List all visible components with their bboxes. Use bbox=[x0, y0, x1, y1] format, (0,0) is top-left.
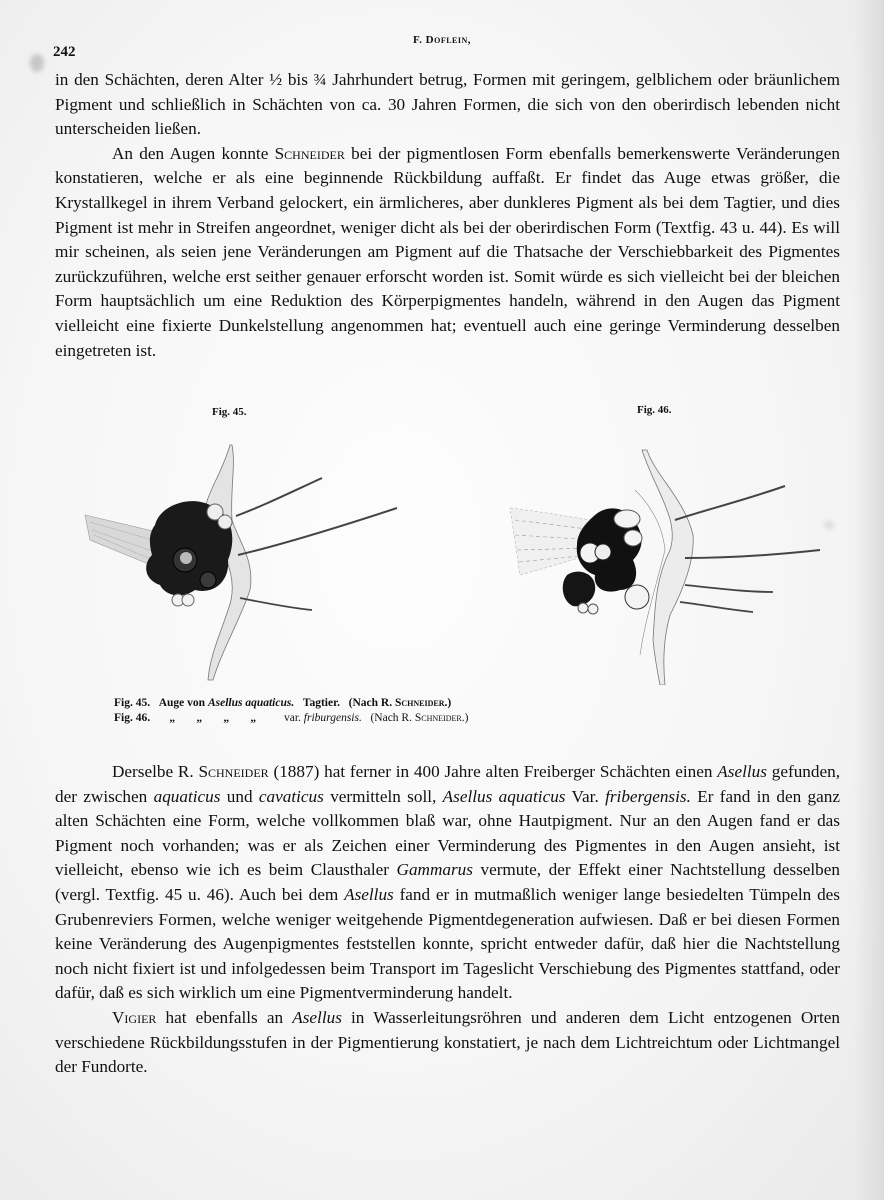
caption-author: Schneider bbox=[394, 697, 445, 709]
paragraph-p2 bbox=[55, 142, 840, 363]
paper-stain bbox=[30, 54, 44, 72]
caption-fig-ref: Fig. 46. bbox=[114, 712, 151, 724]
crystal-cone bbox=[614, 510, 640, 528]
figure-45-label: Fig. 45. bbox=[212, 406, 247, 418]
crystal-cone bbox=[578, 603, 588, 613]
text-run: fand er in mutmaßlich weniger lange besiedelten Tümpeln des Grubenreviers Formen, welche weniger weitgehende Pigmentdegeneration aufwiesen. Daß er bei diesen Formen keine Veränderung des Augenpigmentes feststellen konnte, spricht entweder dafür, daß hier die Nachtstellung noch nicht fixiert ist und infolgedessen beim Transport im Tageslicht Verschiebung des Pigmentes stattfand, oder dafür, daß es sich wirklich um eine Pigmentverminderung handelt. bbox=[55, 884, 840, 1003]
text-run: vermute, der Effekt einer Nachtstellung desselben (vergl. Textfig. 45 u. 46). Auch bei dem bbox=[55, 860, 840, 904]
italic-term: Asellus bbox=[344, 884, 394, 904]
author-name: Vigier bbox=[112, 1007, 157, 1027]
crystal-cone bbox=[588, 604, 598, 614]
seta bbox=[685, 550, 820, 558]
caption-line-46 bbox=[114, 711, 468, 726]
seta bbox=[685, 585, 773, 592]
body-text-bottom bbox=[55, 760, 840, 1080]
crystal-cone bbox=[595, 544, 611, 560]
pigment-mass bbox=[563, 572, 595, 607]
seta bbox=[240, 598, 312, 610]
seta bbox=[236, 478, 322, 516]
crystal-cone bbox=[625, 585, 649, 609]
text-run: in Wasserleitungsröhren und anderen dem Licht entzogenen Orten verschiedene Rückbildungsstufen in der Pigmentierung konstatiert, je nach dem Lichtreichtum oder Lichtmangel der Fundorte. bbox=[55, 1007, 840, 1077]
ditto-mark: „ bbox=[169, 712, 176, 724]
figure-46-label: Fig. 46. bbox=[637, 404, 672, 416]
caption-line-45 bbox=[114, 696, 468, 711]
ditto-mark: „ bbox=[223, 712, 230, 724]
italic-term: Gammarus bbox=[396, 860, 473, 880]
text-run: Er fand in den ganz alten Schächten eine Form, welche vollkommen blaß war, ohne Hautpigment. Nur an den Augen fand er das Pigment noch vorhanden; was er als Zeichen einer Verminderung des Pigmentes in den Augen ansieht, ist vielleicht, ebenso wie ich es beim Clausthaler bbox=[55, 786, 840, 880]
caption-fig-ref: Fig. 45. bbox=[114, 697, 151, 709]
crystal-cone bbox=[182, 594, 194, 606]
crystal-cone bbox=[624, 530, 642, 546]
caption-species: Asellus aquaticus. bbox=[207, 697, 295, 709]
figure-caption bbox=[114, 696, 468, 726]
figure-45-eye-illustration bbox=[80, 440, 410, 685]
caption-species: friburgensis. bbox=[303, 712, 362, 724]
figure-46-eye-illustration bbox=[505, 440, 825, 685]
text-run: An den Augen konnte bbox=[112, 143, 275, 163]
paper-stain bbox=[824, 520, 834, 530]
caption-text: var. bbox=[283, 712, 301, 724]
running-head: F. Doflein, bbox=[412, 34, 472, 46]
text-run: gefunden, der zwischen bbox=[55, 762, 841, 806]
caption-source-close: .) bbox=[461, 712, 469, 724]
caption-text: Auge von bbox=[158, 697, 206, 709]
ditto-mark: „ bbox=[196, 712, 203, 724]
italic-term: cavaticus bbox=[258, 786, 324, 806]
text-run: hat ebenfalls an bbox=[156, 1007, 293, 1027]
caption-source-close: .) bbox=[444, 697, 452, 709]
italic-term: Asellus aquaticus bbox=[442, 786, 566, 806]
italic-term: aquaticus bbox=[153, 786, 221, 806]
text-run: vermitteln soll, bbox=[323, 786, 443, 806]
caption-source: (Nach R. bbox=[348, 697, 393, 709]
paragraph-p3 bbox=[55, 760, 840, 1006]
page-edge-shadow bbox=[854, 0, 884, 1200]
text-run: (1887) hat ferner in 400 Jahre alten Freiberger Schächten einen bbox=[268, 762, 718, 781]
italic-term: Asellus bbox=[717, 762, 767, 781]
page-number: 242 bbox=[53, 44, 76, 60]
cuticle bbox=[642, 450, 693, 685]
caption-author: Schneider bbox=[414, 712, 462, 724]
text-run: Var. bbox=[565, 786, 606, 806]
text-run: bei der pigmentlosen Form ebenfalls bemerkenswerte Veränderungen konstatieren, welche er als eine beginnende Rückbildung auffaßt. Er findet das Auge etwas größer, die Krystallkegel in ihrem Verband gelockert, ein ärmlicheres, aber dunkleres Pigment als bei dem Tagtier, und dies Pigment ist mehr in Streifen angeordnet, weniger dicht als bei der oberirdischen Form (Textfig. 43 u. 44). Es will mir scheinen, als seien jene Veränderungen am Pigment auf die Thatsache der Verschiebbarkeit des Pigmentes zurückzuführen, welche erst seither genauer erforscht worden ist. Somit würde es sich vielleicht bei der bleichen Form hauptsächlich um eine Reduktion des Körperpigmentes handeln, während in den Augen das Pigment vielleicht eine fixierte Dunkelstellung angenommen hat; eventuell auch eine geringe Verminderung desselben eingetreten ist. bbox=[55, 143, 840, 360]
italic-term: fribergensis. bbox=[605, 786, 691, 806]
italic-term: Asellus bbox=[292, 1007, 342, 1027]
author-name: Schneider bbox=[198, 762, 269, 781]
seta bbox=[680, 602, 753, 612]
seta bbox=[238, 508, 397, 555]
paragraph-p1 bbox=[55, 68, 840, 142]
text-run: Derselbe R. bbox=[112, 762, 199, 781]
text-run: in den Schächten, deren Alter ½ bis ¾ Jahrhundert betrug, Formen mit geringem, gelblichem oder bräunlichem Pigment und schließlich in Schächten von ca. 30 Jahren Formen, die sich von den oberirdisch lebenden nicht unterscheiden ließen. bbox=[55, 70, 840, 139]
body-text-top bbox=[55, 68, 840, 363]
text-run: und bbox=[220, 786, 259, 806]
paragraph-p4 bbox=[55, 1006, 840, 1080]
author-name: Schneider bbox=[274, 143, 345, 163]
caption-source: (Nach R. bbox=[370, 712, 412, 724]
caption-text: Tagtier. bbox=[302, 697, 341, 709]
seta bbox=[675, 486, 785, 520]
crystal-cone bbox=[218, 515, 232, 529]
ditto-mark: „ bbox=[250, 712, 257, 724]
